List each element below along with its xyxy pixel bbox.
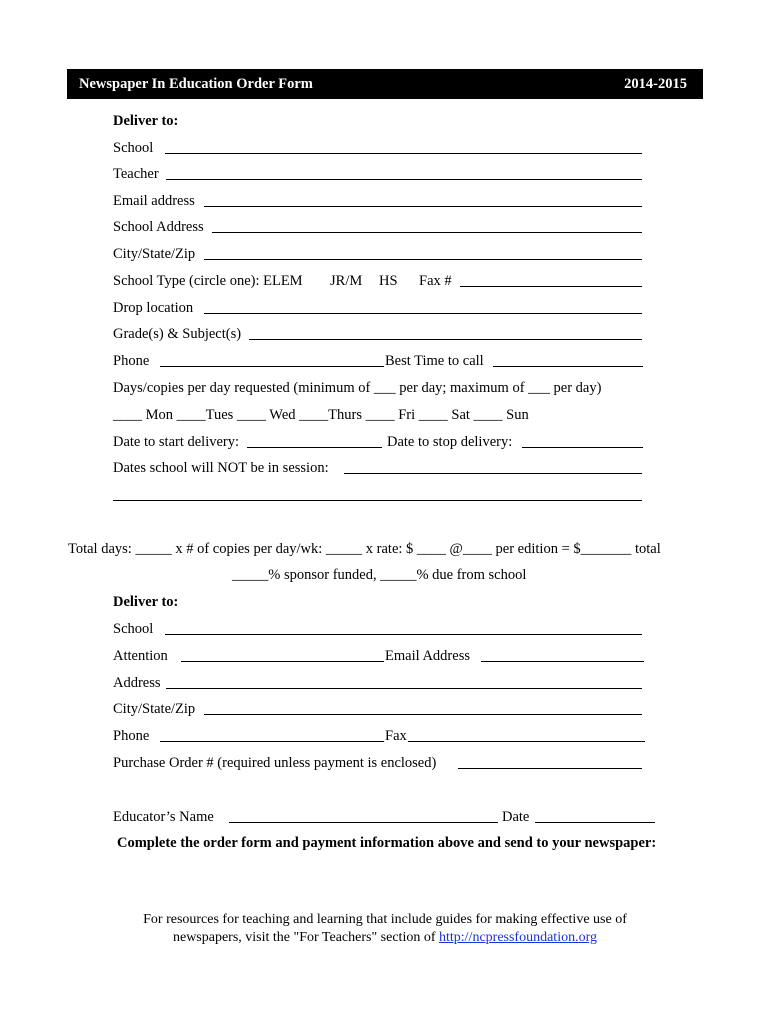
phone-label-2: Phone — [113, 728, 150, 744]
ncpressfoundation-link[interactable]: http://ncpressfoundation.org — [439, 930, 597, 945]
city-state-zip-field-2[interactable] — [204, 714, 642, 715]
attention-field[interactable] — [181, 661, 384, 662]
educator-name-label: Educator’s Name — [113, 809, 214, 825]
attention-label: Attention — [113, 648, 168, 664]
drop-location-label: Drop location — [113, 300, 194, 316]
start-delivery-label: Date to start delivery: — [113, 434, 240, 450]
best-time-field[interactable] — [493, 366, 643, 367]
address-field[interactable] — [166, 688, 642, 689]
teacher-field[interactable] — [166, 179, 642, 180]
fax-field[interactable] — [460, 286, 642, 287]
days-copies-line: Days/copies per day requested (minimum of ___ per day; maximum of ___ per day) — [113, 380, 602, 396]
email-field[interactable] — [204, 206, 642, 207]
best-time-label: Best Time to call — [385, 353, 484, 369]
email-address-field-2[interactable] — [481, 661, 644, 662]
email-label: Email address — [113, 193, 195, 209]
date-label: Date — [502, 809, 530, 825]
fax-label: Fax # — [419, 273, 452, 289]
deliver-to-heading-2: Deliver to: — [113, 594, 179, 610]
phone-field[interactable] — [160, 366, 384, 367]
start-delivery-field[interactable] — [247, 447, 382, 448]
phone-label: Phone — [113, 353, 150, 369]
footer-line-2 — [0, 929, 770, 947]
grades-subjects-label: Grade(s) & Subject(s) — [113, 326, 242, 342]
grades-subjects-field[interactable] — [249, 339, 642, 340]
school-field-2[interactable] — [165, 634, 642, 635]
sponsor-line[interactable]: _____% sponsor funded, _____% due from school — [232, 567, 527, 583]
stop-delivery-label: Date to stop delivery: — [387, 434, 513, 450]
footer-line-2-text: newspapers, visit the "For Teachers" section of — [172, 930, 439, 945]
purchase-order-label: Purchase Order # (required unless payment is enclosed) — [113, 755, 437, 771]
delivery-days-line[interactable]: ____ Mon ____Tues ____ Wed ____Thurs ____ Fri ____ Sat ____ Sun — [113, 407, 529, 423]
not-in-session-label: Dates school will NOT be in session: — [113, 460, 329, 476]
city-state-zip-label: City/State/Zip — [113, 246, 196, 262]
stop-delivery-field[interactable] — [522, 447, 643, 448]
fax-field-2[interactable] — [408, 741, 645, 742]
school-address-field[interactable] — [212, 232, 642, 233]
deliver-to-heading: Deliver to: — [113, 113, 179, 129]
form-year: 2014-2015 — [624, 76, 687, 92]
educator-name-field[interactable] — [229, 822, 498, 823]
school-field[interactable] — [165, 153, 642, 154]
footer-line-1: For resources for teaching and learning that include guides for making effective use of — [143, 912, 627, 927]
address-label: Address — [113, 675, 161, 691]
totals-line[interactable]: Total days: _____ x # of copies per day/wk: _____ x rate: $ ____ @____ per edition = $_______ total — [68, 541, 661, 557]
school-type-label[interactable]: School Type (circle one): ELEM — [113, 273, 303, 289]
drop-location-field[interactable] — [204, 313, 642, 314]
form-header — [67, 69, 703, 99]
city-state-zip-label-2: City/State/Zip — [113, 701, 196, 717]
not-in-session-field[interactable] — [344, 473, 642, 474]
school-label: School — [113, 140, 154, 156]
not-in-session-field-2[interactable] — [113, 500, 642, 501]
school-address-label: School Address — [113, 219, 204, 235]
phone-field-2[interactable] — [160, 741, 384, 742]
fax-label-2: Fax — [385, 728, 407, 744]
school-label-2: School — [113, 621, 154, 637]
instruction-text: Complete the order form and payment information above and send to your newspaper: — [117, 835, 657, 851]
city-state-zip-field[interactable] — [204, 259, 642, 260]
form-title: Newspaper In Education Order Form — [79, 76, 313, 92]
teacher-label: Teacher — [113, 166, 159, 182]
school-type-jrm[interactable]: JR/M — [330, 273, 363, 289]
purchase-order-field[interactable] — [458, 768, 642, 769]
date-field[interactable] — [535, 822, 655, 823]
email-address-label-2: Email Address — [385, 648, 470, 664]
school-type-hs[interactable]: HS — [379, 273, 398, 289]
